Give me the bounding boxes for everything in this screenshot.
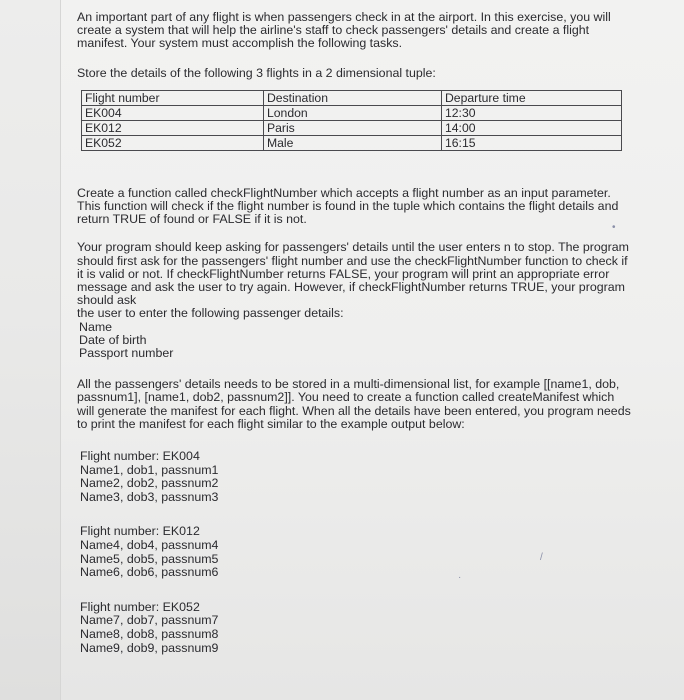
manifest-line: Name4, dob4, passnum4: [80, 538, 219, 553]
table-row: [82, 135, 622, 150]
header-flight-number: Flight number: [82, 90, 264, 105]
manifest-line: Name1, dob1, passnum1: [80, 462, 219, 477]
table-cell: EK052: [82, 135, 264, 150]
header-departure-time: Departure time: [442, 90, 622, 105]
manifest-block: [80, 525, 632, 579]
table-cell: 14:00: [442, 120, 622, 135]
table-cell: Male: [264, 135, 442, 150]
table-cell: EK004: [82, 105, 264, 120]
manifest-line: Name5, dob5, passnum5: [80, 551, 219, 566]
manifest-line: Name6, dob6, passnum6: [80, 565, 219, 580]
manifest-heading: Flight number: EK012: [80, 524, 200, 539]
manifest-line: Name9, dob9, passnum9: [80, 640, 219, 655]
manifest-block: [80, 450, 632, 504]
table-cell: EK012: [82, 120, 264, 135]
manifest-heading: Flight number: EK052: [80, 599, 200, 614]
detail-item: Name: [79, 319, 113, 334]
detail-item: Passport number: [79, 346, 174, 361]
table-cell: London: [264, 105, 442, 120]
table-cell: 16:15: [442, 135, 622, 150]
header-destination: Destination: [264, 90, 442, 105]
lists-description: All the passengers' details needs to be stored in a multi-dimensional list, for example [[name1, dob, passnum1], [name1, dob2, passnum2]]. You need to create a function called createManifest which will generate the manifest for each flight. When all the details have been entered, you program needs to print the manifest for each flight similar to the example output below:: [77, 377, 631, 431]
intro-paragraph: An important part of any flight is when passengers check in at the airport. In this exercise, you will create a system that will help the airline's staff to check passengers' details and create a flight manifest. Your system must accomplish the following tasks.: [77, 10, 611, 51]
pen-mark: /: [540, 552, 543, 563]
detail-item: Date of birth: [79, 332, 147, 347]
manifest-heading: Flight number: EK004: [80, 449, 200, 464]
manifest-line: Name7, dob7, passnum7: [80, 613, 219, 628]
flights-table: [81, 90, 622, 151]
pen-mark: ·: [458, 572, 462, 583]
function-description: Create a function called checkFlightNumber which accepts a flight number as an input parameter. This function will check if the flight number is found in the tuple which contains the flight details and return TRUE of found or FALSE if it is not.: [77, 185, 619, 227]
manifest-line: Name3, dob3, passnum3: [80, 489, 219, 504]
table-row: [82, 105, 622, 120]
table-cell: 12:30: [442, 105, 622, 120]
manifest-block: [80, 601, 632, 655]
program-description: Your program should keep asking for passengers' details until the user enters n to stop. The program should first ask for the passengers' flight number and use the checkFlightNumber function to check if it is valid or not. If checkFlightNumber returns FALSE, your program will print an appropriate error message and ask the user to try again. However, if checkFlightNumber returns TRUE, your program should ask: [77, 240, 629, 308]
table-header-row: [82, 90, 622, 105]
manifest-line: Name2, dob2, passnum2: [80, 476, 219, 491]
store-instruction: Store the details of the following 3 flights in a 2 dimensional tuple:: [77, 65, 436, 80]
document-content: [77, 11, 632, 676]
pen-mark: •: [612, 222, 616, 233]
passenger-details-list: [79, 321, 632, 361]
table-row: [82, 120, 622, 135]
program-description-continued: the user to enter the following passenger details:: [77, 306, 344, 321]
manifest-line: Name8, dob8, passnum8: [80, 627, 219, 641]
table-cell: Paris: [264, 120, 442, 135]
